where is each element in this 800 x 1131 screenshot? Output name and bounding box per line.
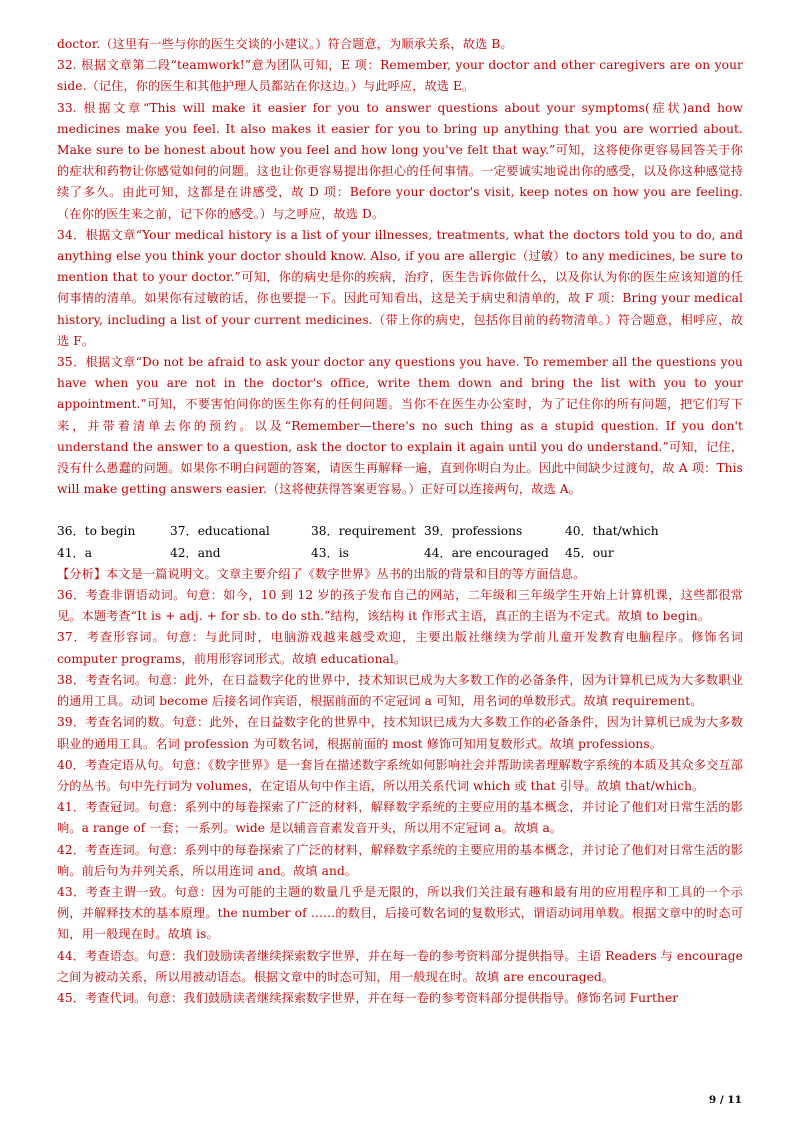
- paragraph-31-tail: doctor.（这里有一些与你的医生交谈的小建议。）符合题意，为顺承关系，故选 B。: [57, 37, 513, 51]
- explanation-44: 44．考查语态。句意：我们鼓励读者继续探索数字世界，并在每一卷的参考资料部分提供指导。主语 Readers 与 encourage 之间为被动关系，所以用被动语态。根据文章中的时态可知，用一般现在时。故填 are encouraged。: [57, 948, 743, 984]
- explanation-37: 37．考查形容词。句意：与此同时，电脑游戏越来越受欢迎，主要出版社继续为学前儿童开发教育电脑程序。修饰名词 computer programs，前用形容词形式。故填 educational。: [57, 630, 743, 666]
- analysis-summary: 【分析】本文是一篇说明文。文章主要介绍了《数字世界》丛书的出版的背景和目的等方面信息。: [57, 566, 586, 581]
- answer-38: 38．requirement: [311, 524, 416, 539]
- spacer: [57, 500, 743, 521]
- answer-key: [57, 521, 743, 563]
- paragraph-35: 35．根据文章“Do not be afraid to ask your doctor any questions you have. To remember all the questions you have when you are not in the doctor's office, write them down and bring the list with you to your appointment.”可知，不要害怕问你的医生你有的任何问题。当你不在医生办公室时，为了记住你的所有问题，把它们写下来，并带着清单去你的预约。以及“Remember—there's no such thing as a stupid question. If you don't understand the answer to a question, ask the doctor to explain it again until you do understand.”可知，记住，没有什么愚蠢的问题。如果你不明白问题的答案，请医生再解释一遍，直到你明白为止。因此中间缺少过渡句，故 A 项：This will make getting answers easier.（这将使获得答案更容易。）正好可以连接两句，故选 A。: [57, 355, 743, 497]
- explanation-39: 39．考查名词的数。句意：此外，在日益数字化的世界中，技术知识已成为大多数工作的必备条件，因为计算机已成为大多数职业的通用工具。名词 profession 为可数名词，根据前面的 most 修饰可知用复数形式。故填 professions。: [57, 715, 743, 751]
- explanation-38: 38．考查名词。句意：此外，在日益数字化的世界中，技术知识已成为大多数工作的必备条件，因为计算机已成为大多数职业的通用工具。动词 become 后接名词作宾语，根据前面的不定冠词 a 可知，用名词的单数形式。故填 requirement。: [57, 672, 743, 709]
- explanation-40: 40．考查定语从句。句意：《数字世界》是一套旨在描述数字系统如何影响社会并帮助读者理解数字系统的本质及其众多交互部分的丛书。句中先行词为 volumes，在定语从句中作主语，所以用关系代词 which 或 that 引导。故填 that/which。: [57, 757, 743, 793]
- explanation-42: 42．考查连词。句意：系列中的每卷探索了广泛的材料，解释数字系统的主要应用的基本概念，并讨论了他们对日常生活的影响。前后句为并列关系，所以用连词 and。故填 and。: [57, 842, 743, 878]
- answer-43: 43．is: [311, 545, 349, 560]
- explanation-45: 45．考查代词。句意：我们鼓励读者继续探索数字世界，并在每一卷的参考资料部分提供指导。修饰名词 Further: [57, 990, 679, 1005]
- answer-42: 42．and: [170, 545, 221, 560]
- explanation-41: 41．考查冠词。句意：系列中的每卷探索了广泛的材料，解释数字系统的主要应用的基本概念，并讨论了他们对日常生活的影响。a range of 一套；一系列。wide 是以辅音音素发音开头，所以用不定冠词 a。故填 a。: [57, 800, 743, 836]
- answer-37: 37．educational: [170, 524, 270, 539]
- explanation-36: 36．考查非谓语动词。句意：如今，10 到 12 岁的孩子发布自己的网站，二年级和三年级学生开始上计算机课，这些都很常见。本题考查“It is + adj. + for sb. to do sth.”结构，该结构 it 作形式主语，真正的主语为不定式。故填 to begin。: [57, 588, 743, 624]
- paragraph-32: 32. 根据文章第二段“teamwork!”意为团队可知，E 项：Remember, your doctor and other caregivers are on your side.（记住，你的医生和其他护理人员都站在你这边。）与此呼应，故选 E。: [57, 58, 743, 94]
- paragraph-33: 33. 根据文章“This will make it easier for you to answer questions about your symptoms(症状)and how medicines make you feel. It also makes it easier for you to bring up anything that you are worried about. Make sure to be honest about how you feel and how long you've felt that way.”可知，这将使你更容易回答关于你的症状和药物让你感觉如何的问题。这也让你更容易提出你担心的任何事情。一定要诚实地说出你的感受，以及你这种感觉持续了多久。由此可知，这都是在讲感受，故 D 项：Before your doctor's visit, keep notes on how you are feeling.（在你的医生来之前，记下你的感受。）与之呼应，故选 D。: [57, 100, 743, 221]
- answer-39: 39．professions: [424, 524, 523, 539]
- answer-36: 36．to begin: [57, 524, 136, 539]
- answer-41: 41．a: [57, 545, 92, 560]
- paragraph-34: 34．根据文章“Your medical history is a list of your illnesses, treatments, what the doctors told you to do, and anything else you think your doctor should know. Also, if you are allergic（过敏）to any medicines, be sure to mention that to your doctor.”可知，你的病史是你的疾病，治疗，医生告诉你做什么，以及你认为你的医生应该知道的任何事情的清单。如果你有过敏的话，你也要提一下。因此可知看出，这是关于病史和清单的，故 F 项：Bring your medical history, including a list of your current medicines.（带上你的病史，包括你目前的药物清单。）符合题意，相呼应，故选 F。: [57, 227, 743, 348]
- page-number: 9 / 11: [708, 1094, 742, 1106]
- answer-44: 44．are encouraged: [424, 545, 549, 560]
- answer-40: 40．that/which: [565, 524, 659, 539]
- answer-45: 45．our: [565, 545, 614, 560]
- explanation-43: 43．考查主谓一致。句意：因为可能的主题的数量几乎是无限的，所以我们关注最有趣和最有用的应用程序和工具的一个示例，并解释技术的基本原理。the number of ……的数目，后接可数名词的复数形式，谓语动词用单数。根据文章中的时态可知，用一般现在时。故填 is。: [57, 884, 743, 942]
